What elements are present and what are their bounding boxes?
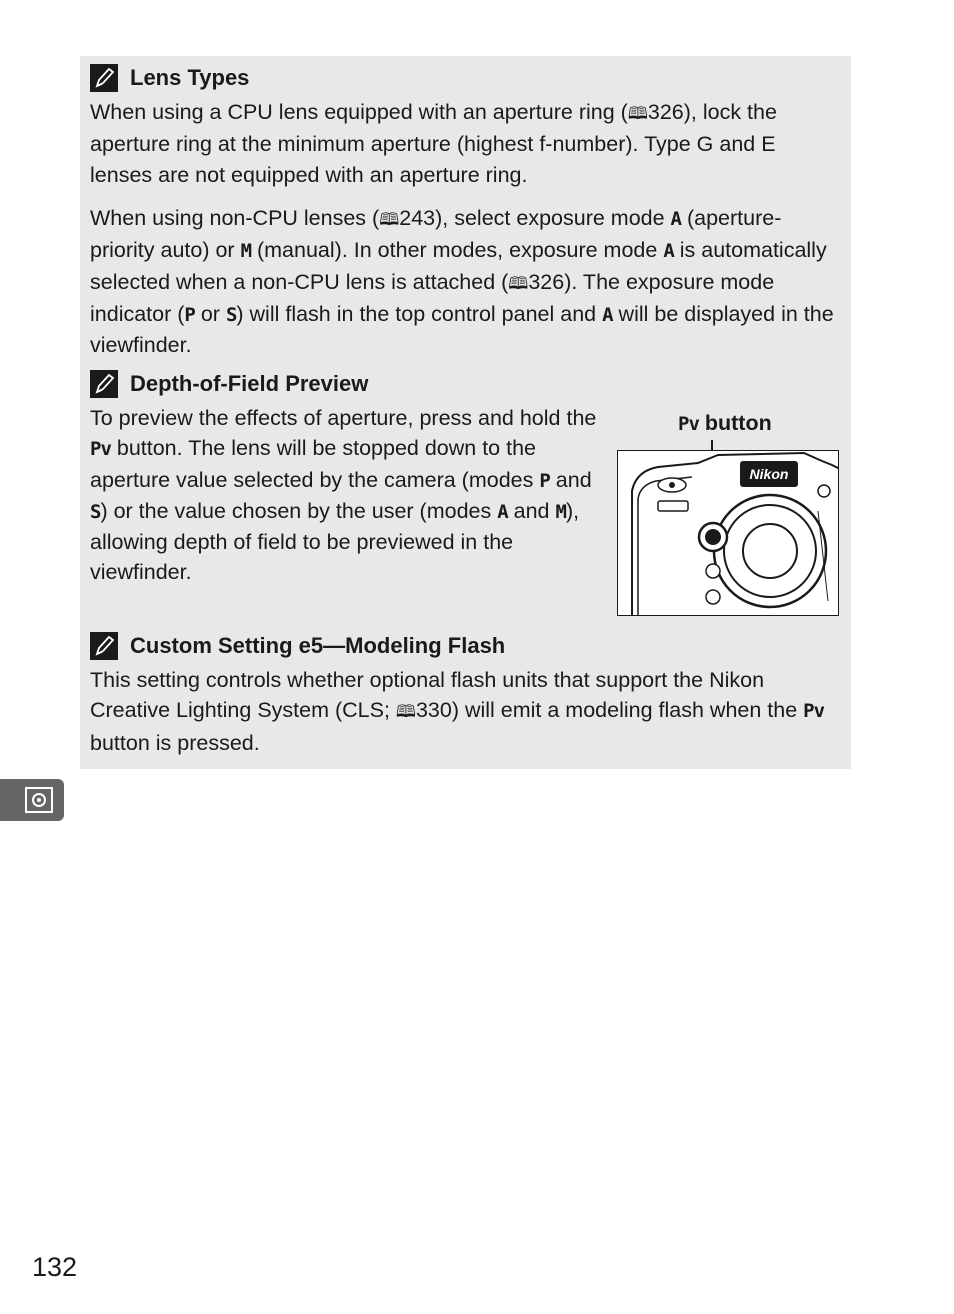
lens-types-paragraph-1 xyxy=(90,97,835,190)
text: button. The lens will be stopped down to the aperture value selected by the camera (modes xyxy=(90,436,540,492)
book-reference-icon: 🕮 xyxy=(395,702,416,723)
callout-text: button xyxy=(698,411,772,435)
note-title: Depth-of-Field Preview xyxy=(130,371,369,396)
metering-icon xyxy=(25,787,53,813)
pencil-note-icon xyxy=(90,632,118,660)
text: and xyxy=(549,467,592,492)
text: will be displayed in the viewfinder. xyxy=(90,301,834,358)
brand-logo: Nikon xyxy=(749,466,789,482)
book-reference-icon: 🕮 xyxy=(627,104,648,124)
chapter-tab[interactable] xyxy=(0,779,64,821)
pv-button-callout xyxy=(678,408,772,439)
pencil-note-icon xyxy=(90,64,118,92)
text: (manual). In other modes, exposure mode xyxy=(251,238,664,263)
camera-front-drawing xyxy=(618,451,839,616)
text: ) will flash in the top control panel and xyxy=(236,301,603,326)
text: and xyxy=(507,498,556,523)
book-reference-icon: 🕮 xyxy=(508,273,529,294)
depth-of-field-paragraph xyxy=(90,403,602,588)
pv-label: Pv xyxy=(678,413,699,435)
pv-button-label: Pv xyxy=(803,700,825,723)
mode-a: A xyxy=(602,303,613,326)
mode-m: M xyxy=(555,500,566,523)
text: When using a CPU lens equipped with an aperture ring ( xyxy=(90,100,628,124)
mode-m: M xyxy=(240,240,252,263)
mode-s: S xyxy=(225,303,237,326)
text: 243), select exposure mode xyxy=(399,206,671,230)
note-title: Lens Types xyxy=(130,65,250,90)
book-reference-icon: 🕮 xyxy=(379,210,400,230)
text: This setting controls whether optional flash units that support the Nikon Creative Lighting System (CLS; xyxy=(90,668,765,723)
mode-a: A xyxy=(670,208,681,230)
page-number: 132 xyxy=(32,1252,78,1282)
text: ) or the value chosen by the user (modes xyxy=(100,498,498,523)
note-heading-custom-setting-e5 xyxy=(90,632,505,660)
lens-types-paragraph-2 xyxy=(90,203,842,360)
mode-a: A xyxy=(497,500,508,523)
text: is automatically selected when a non-CPU lens is attached ( xyxy=(90,238,827,294)
mode-p: P xyxy=(184,303,195,326)
pencil-note-icon xyxy=(90,370,118,398)
text: 330) will emit a modeling flash when the xyxy=(415,698,804,723)
mode-p: P xyxy=(539,469,550,492)
text: To preview the effects of aperture, press and hold the xyxy=(90,406,597,430)
note-title: Custom Setting e5—Modeling Flash xyxy=(130,633,506,658)
mode-s: S xyxy=(90,500,101,523)
text: When using non-CPU lenses ( xyxy=(90,206,380,230)
mode-a: A xyxy=(663,240,674,263)
text: button is pressed. xyxy=(90,730,260,755)
custom-setting-paragraph xyxy=(90,665,835,758)
camera-illustration xyxy=(617,450,839,616)
note-heading-lens-types xyxy=(90,64,249,92)
pv-button-label: Pv xyxy=(90,438,111,461)
text: 326), lock the aperture ring at the minimum aperture (highest f-number). Type G and E lenses are not equipped with an aperture ring. xyxy=(90,100,777,187)
text: ), allowing depth of field to be previewed in the viewfinder. xyxy=(90,498,580,585)
text: (aperture-priority auto) or xyxy=(90,206,782,263)
text: 326). The exposure mode indicator ( xyxy=(90,269,775,326)
text: or xyxy=(194,301,226,326)
note-heading-depth-of-field xyxy=(90,370,368,398)
